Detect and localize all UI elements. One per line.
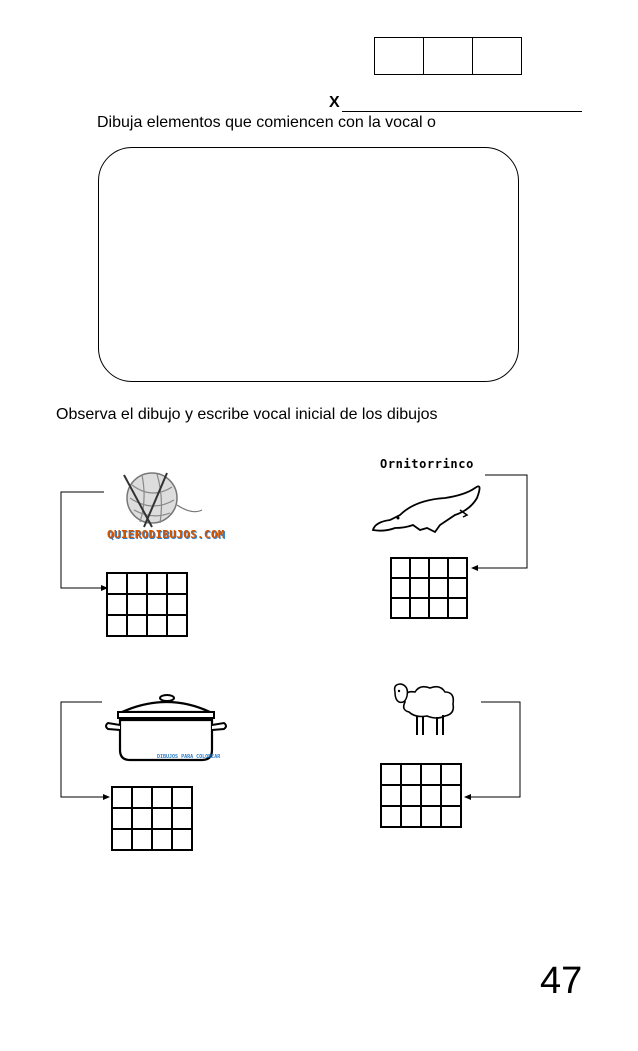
- grid-cell[interactable]: [172, 787, 192, 808]
- yarn-ball-icon: [124, 473, 202, 527]
- grid-cell[interactable]: [152, 808, 172, 829]
- platypus-caption: Ornitorrinco: [380, 457, 474, 471]
- grid-cell[interactable]: [112, 787, 132, 808]
- grid-cell[interactable]: [448, 558, 467, 578]
- grid-cell[interactable]: [132, 787, 152, 808]
- grid-cell[interactable]: [441, 785, 461, 806]
- grid-cell[interactable]: [147, 594, 167, 615]
- grid-cell[interactable]: [107, 594, 127, 615]
- grid-cell[interactable]: [167, 594, 187, 615]
- grid-cell[interactable]: [429, 558, 448, 578]
- answer-grid-4: [380, 763, 462, 828]
- grid-cell[interactable]: [172, 829, 192, 850]
- grid-cell[interactable]: [381, 764, 401, 785]
- grid-cell[interactable]: [381, 785, 401, 806]
- x-mark: X: [329, 94, 340, 111]
- grid-cell[interactable]: [112, 829, 132, 850]
- grid-cell[interactable]: [421, 785, 441, 806]
- grid-cell[interactable]: [167, 615, 187, 636]
- grid-cell[interactable]: [421, 764, 441, 785]
- grid-cell[interactable]: [152, 787, 172, 808]
- grid-cell[interactable]: [147, 615, 167, 636]
- grid-cell[interactable]: [132, 829, 152, 850]
- grid-cell[interactable]: [391, 578, 410, 598]
- grid-cell[interactable]: [172, 808, 192, 829]
- grid-cell[interactable]: [429, 578, 448, 598]
- grid-cell[interactable]: [391, 598, 410, 618]
- grid-cell[interactable]: [410, 578, 429, 598]
- answer-grid-3: [111, 786, 193, 851]
- sheep-icon: [395, 684, 454, 735]
- draw-instruction: Dibuja elementos que comiencen con la vocal o: [97, 114, 436, 131]
- answer-grid-1: [106, 572, 188, 637]
- grid-cell[interactable]: [147, 573, 167, 594]
- grid-cell[interactable]: [401, 785, 421, 806]
- writing-line[interactable]: [342, 111, 582, 112]
- grid-cell[interactable]: [391, 558, 410, 578]
- grid-cell[interactable]: [152, 829, 172, 850]
- grid-cell[interactable]: [448, 578, 467, 598]
- drawing-area[interactable]: [98, 147, 519, 382]
- grid-cell[interactable]: [441, 806, 461, 827]
- grid-cell[interactable]: [448, 598, 467, 618]
- grid-cell[interactable]: [127, 594, 147, 615]
- pot-icon: [106, 695, 226, 760]
- grid-cell[interactable]: [410, 558, 429, 578]
- top-answer-boxes: [375, 37, 522, 75]
- grid-cell[interactable]: [421, 806, 441, 827]
- watermark-quierodibujos: QUIERODIBUJOS.COM: [107, 528, 225, 541]
- grid-cell[interactable]: [441, 764, 461, 785]
- grid-cell[interactable]: [132, 808, 152, 829]
- grid-cell[interactable]: [107, 615, 127, 636]
- grid-cell[interactable]: [167, 573, 187, 594]
- answer-box[interactable]: [472, 37, 522, 75]
- grid-cell[interactable]: [127, 615, 147, 636]
- grid-cell[interactable]: [107, 573, 127, 594]
- grid-cell[interactable]: [127, 573, 147, 594]
- platypus-icon: [373, 486, 480, 532]
- grid-cell[interactable]: [112, 808, 132, 829]
- answer-grid-2: [390, 557, 468, 619]
- grid-cell[interactable]: [401, 764, 421, 785]
- watermark-dibujos: DIBUJOS PARA COLOREAR: [157, 754, 221, 760]
- page-number: 47: [540, 960, 583, 1002]
- answer-box[interactable]: [374, 37, 424, 75]
- observe-instruction: Observa el dibujo y escribe vocal inicial de los dibujos: [56, 406, 438, 423]
- grid-cell[interactable]: [381, 806, 401, 827]
- grid-cell[interactable]: [429, 598, 448, 618]
- grid-cell[interactable]: [401, 806, 421, 827]
- answer-box[interactable]: [423, 37, 473, 75]
- grid-cell[interactable]: [410, 598, 429, 618]
